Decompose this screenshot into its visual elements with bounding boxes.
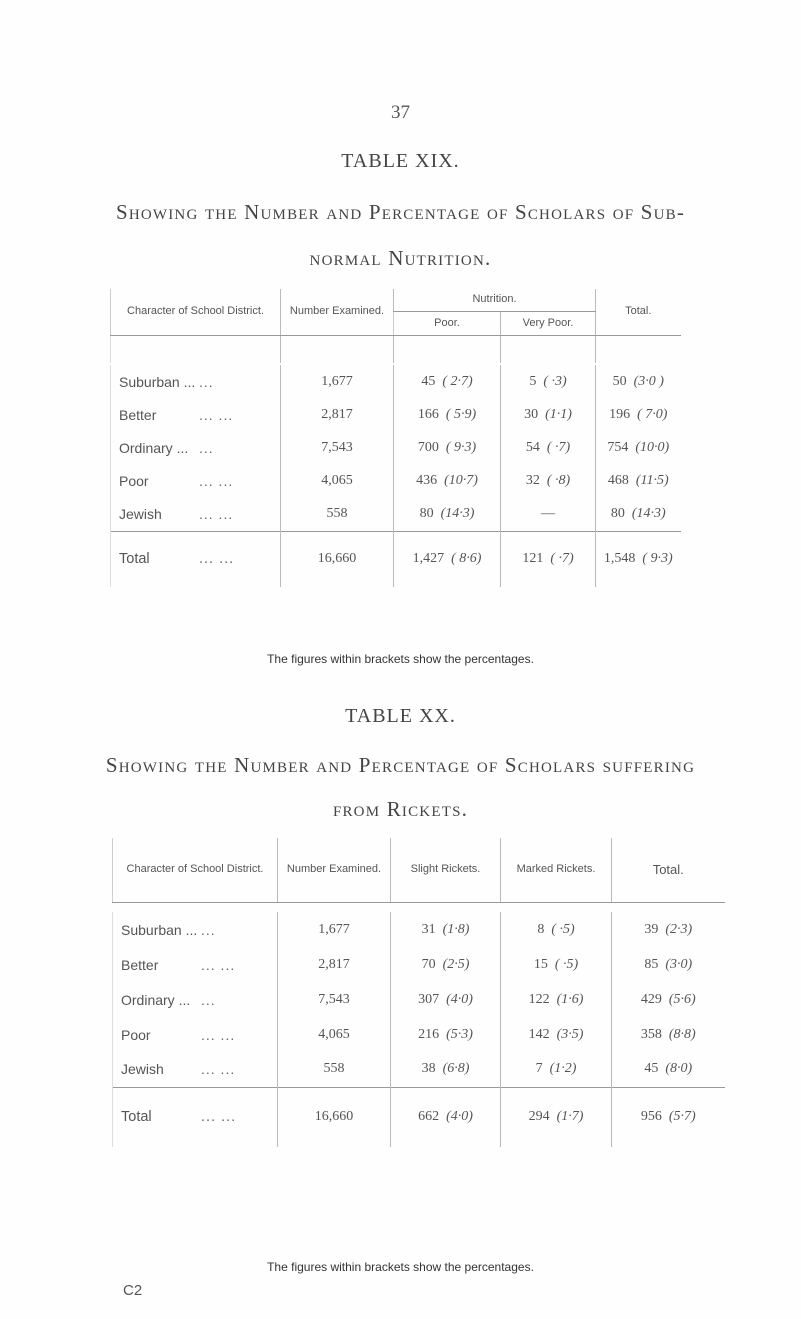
number-examined-cell: 7,543 bbox=[278, 982, 391, 1017]
printer-signature: C2 bbox=[123, 1282, 143, 1299]
row-leader: ... bbox=[199, 373, 214, 390]
table-xix bbox=[110, 289, 681, 363]
poor-percent: (10·7) bbox=[444, 472, 478, 488]
number-examined-cell: 1,677 bbox=[281, 365, 394, 398]
row-leader: ... ... bbox=[199, 551, 235, 568]
table-row bbox=[113, 947, 725, 982]
row-label: Better bbox=[119, 406, 157, 423]
header-total: Total. bbox=[612, 838, 725, 902]
total-count: 1,548 bbox=[603, 551, 636, 567]
header-poor: Poor. bbox=[394, 311, 501, 335]
slight-percent: (4·0) bbox=[446, 991, 473, 1007]
total-count: 358 bbox=[640, 1026, 662, 1042]
poor-percent: (14·3) bbox=[440, 505, 475, 521]
number-examined-cell: 16,660 bbox=[281, 531, 394, 587]
table-row bbox=[111, 398, 681, 431]
very-poor-count: — bbox=[541, 505, 555, 521]
marked-count: 15 bbox=[533, 956, 548, 972]
row-label: Suburban ... bbox=[121, 921, 198, 938]
slight-percent: (1·8) bbox=[442, 921, 470, 937]
very-poor-percent: ( ·8) bbox=[546, 472, 571, 488]
row-leader: ... ... bbox=[199, 472, 234, 489]
marked-percent: ( ·5) bbox=[554, 956, 579, 972]
marked-percent: ( ·5) bbox=[551, 921, 575, 937]
row-leader: ... ... bbox=[199, 505, 234, 522]
poor-count: 436 bbox=[416, 472, 438, 488]
table-row bbox=[111, 497, 681, 531]
total-count: 50 bbox=[612, 373, 627, 389]
table-xx-body bbox=[112, 912, 725, 1147]
total-percent: (2·3) bbox=[665, 921, 693, 937]
very-poor-count: 32 bbox=[525, 472, 540, 488]
very-poor-count: 54 bbox=[525, 439, 540, 455]
total-percent: (8·0) bbox=[665, 1061, 693, 1077]
number-examined-cell: 4,065 bbox=[278, 1017, 391, 1052]
slight-count: 70 bbox=[421, 956, 436, 972]
slight-percent: (2·5) bbox=[442, 956, 470, 972]
marked-percent: (3·5) bbox=[556, 1026, 584, 1042]
poor-percent: ( 9·3) bbox=[445, 439, 477, 455]
slight-percent: (4·0) bbox=[446, 1109, 473, 1125]
number-examined-cell: 2,817 bbox=[281, 398, 394, 431]
row-label: Jewish bbox=[121, 1061, 164, 1078]
slight-percent: (6·8) bbox=[442, 1061, 470, 1077]
very-poor-count: 121 bbox=[522, 551, 544, 567]
number-examined-cell: 4,065 bbox=[281, 464, 394, 497]
header-very-poor: Very Poor. bbox=[501, 311, 596, 335]
row-leader: ... ... bbox=[201, 1026, 236, 1043]
poor-percent: ( 2·7) bbox=[442, 373, 473, 389]
total-count: 196 bbox=[609, 406, 631, 422]
very-poor-percent: ( ·3) bbox=[543, 373, 567, 389]
slight-percent: (5·3) bbox=[446, 1026, 473, 1042]
marked-count: 122 bbox=[528, 991, 550, 1007]
row-label: Ordinary ... bbox=[121, 991, 191, 1008]
header-nutrition: Nutrition. bbox=[394, 289, 596, 311]
poor-percent: ( 8·6) bbox=[451, 551, 482, 567]
number-examined-cell: 7,543 bbox=[281, 431, 394, 464]
total-count: 80 bbox=[610, 505, 625, 521]
header-number-examined: Number Examined. bbox=[281, 289, 394, 335]
poor-count: 80 bbox=[419, 505, 434, 521]
slight-count: 216 bbox=[418, 1026, 440, 1042]
total-percent: (5·7) bbox=[668, 1109, 696, 1125]
marked-percent: (1·2) bbox=[549, 1061, 577, 1077]
total-count: 45 bbox=[644, 1061, 659, 1077]
row-leader: ... bbox=[201, 921, 216, 938]
very-poor-percent: ( ·7) bbox=[546, 439, 571, 455]
table-xix-subtitle-line1: Showing the Number and Percentage of Scholars of Sub- bbox=[115, 200, 686, 224]
table-xx-note: The figures within brackets show the percentages. bbox=[267, 1260, 534, 1274]
total-row bbox=[111, 531, 681, 587]
header-marked-rickets: Marked Rickets. bbox=[501, 838, 612, 902]
total-percent: (5·6) bbox=[668, 991, 696, 1007]
header-total: Total. bbox=[596, 289, 681, 335]
total-count: 429 bbox=[640, 991, 662, 1007]
slight-count: 31 bbox=[421, 921, 436, 937]
header-slight-rickets: Slight Rickets. bbox=[391, 838, 501, 902]
table-row bbox=[113, 982, 725, 1017]
table-xx-subtitle-line2: from Rickets. bbox=[332, 797, 469, 821]
row-label: Poor bbox=[121, 1026, 151, 1043]
total-count: 956 bbox=[640, 1109, 662, 1125]
table-row bbox=[111, 431, 681, 464]
row-label: Suburban ... bbox=[119, 373, 196, 390]
very-poor-count: 5 bbox=[529, 373, 537, 389]
poor-count: 1,427 bbox=[412, 551, 445, 567]
slight-count: 662 bbox=[418, 1109, 440, 1125]
table-xx-title: TABLE XX. bbox=[345, 705, 456, 727]
row-leader: ... ... bbox=[201, 1109, 237, 1126]
row-label: Better bbox=[121, 956, 159, 973]
table-xix-subtitle-line2: normal Nutrition. bbox=[309, 246, 492, 270]
row-label: Poor bbox=[119, 472, 149, 489]
total-count: 468 bbox=[607, 472, 629, 488]
total-percent: ( 9·3) bbox=[642, 551, 673, 567]
marked-percent: (1·7) bbox=[556, 1109, 584, 1125]
marked-percent: (1·6) bbox=[556, 991, 584, 1007]
very-poor-percent: ( ·7) bbox=[550, 551, 574, 567]
table-xx-subtitle-line1: Showing the Number and Percentage of Scholars suffering bbox=[105, 753, 696, 777]
table-xix-title: TABLE XIX. bbox=[341, 150, 460, 172]
page-number: 37 bbox=[391, 102, 410, 123]
row-leader: ... ... bbox=[199, 406, 234, 423]
table-row bbox=[113, 1052, 725, 1087]
total-percent: (3·0 ) bbox=[633, 373, 664, 389]
number-examined-cell: 2,817 bbox=[278, 947, 391, 982]
table-row bbox=[111, 464, 681, 497]
marked-count: 142 bbox=[528, 1026, 550, 1042]
row-label: Total bbox=[121, 1109, 152, 1126]
table-row bbox=[111, 365, 681, 398]
poor-count: 700 bbox=[417, 439, 439, 455]
number-examined-cell: 1,677 bbox=[278, 912, 391, 947]
total-percent: (8·8) bbox=[668, 1026, 696, 1042]
table-xix-body bbox=[110, 365, 681, 587]
slight-count: 38 bbox=[421, 1061, 436, 1077]
very-poor-count: 30 bbox=[524, 406, 539, 422]
poor-percent: ( 5·9) bbox=[445, 406, 477, 422]
number-examined-cell: 16,660 bbox=[278, 1087, 391, 1147]
row-label: Ordinary ... bbox=[119, 439, 189, 456]
row-leader: ... ... bbox=[201, 1061, 236, 1078]
marked-count: 8 bbox=[537, 921, 545, 937]
total-percent: (10·0) bbox=[635, 439, 670, 455]
marked-count: 294 bbox=[528, 1109, 550, 1125]
header-character: Character of School District. bbox=[113, 838, 278, 902]
poor-count: 166 bbox=[417, 406, 439, 422]
total-percent: ( 7·0) bbox=[637, 406, 668, 422]
poor-count: 45 bbox=[421, 373, 436, 389]
slight-count: 307 bbox=[418, 991, 440, 1007]
total-count: 85 bbox=[644, 956, 659, 972]
table-xix-note: The figures within brackets show the percentages. bbox=[267, 652, 534, 666]
row-leader: ... bbox=[201, 991, 216, 1008]
table-xx bbox=[112, 838, 725, 903]
total-percent: (14·3) bbox=[631, 505, 666, 521]
header-character: Character of School District. bbox=[111, 289, 281, 335]
total-row bbox=[113, 1087, 725, 1147]
total-percent: (3·0) bbox=[665, 956, 693, 972]
number-examined-cell: 558 bbox=[281, 497, 394, 531]
marked-count: 7 bbox=[535, 1061, 543, 1077]
row-label: Total bbox=[119, 551, 150, 568]
total-percent: (11·5) bbox=[635, 472, 669, 488]
very-poor-percent: (1·1) bbox=[545, 406, 572, 422]
row-leader: ... bbox=[199, 439, 214, 456]
header-number-examined: Number Examined. bbox=[278, 838, 391, 902]
row-label: Jewish bbox=[119, 505, 162, 522]
row-leader: ... ... bbox=[201, 956, 236, 973]
table-row bbox=[113, 1017, 725, 1052]
table-row bbox=[113, 912, 725, 947]
total-count: 754 bbox=[607, 439, 629, 455]
number-examined-cell: 558 bbox=[278, 1052, 391, 1087]
total-count: 39 bbox=[644, 921, 659, 937]
